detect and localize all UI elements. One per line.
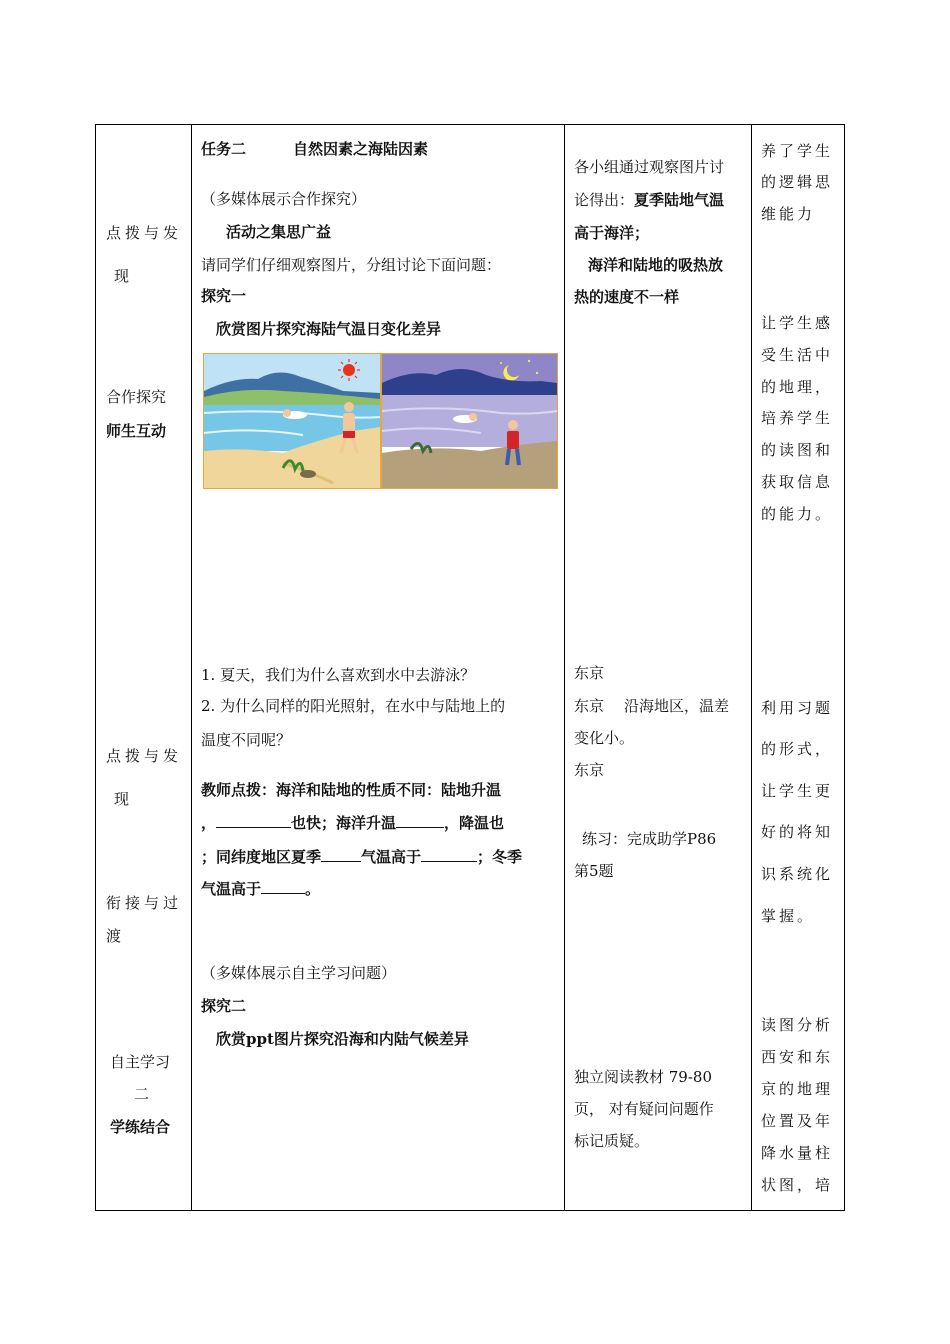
stage-label: 合作探究 <box>106 388 167 406</box>
column-divider <box>191 125 192 1210</box>
design-intent: 培养学生 <box>761 409 834 427</box>
student-activity <box>574 189 724 211</box>
task-title: 任务二 <box>201 140 247 158</box>
design-intent: 的地理， <box>761 378 834 396</box>
student-activity: 高于海洋； <box>574 224 650 242</box>
design-intent: 掌握。 <box>761 907 816 925</box>
explore-title: 欣赏ppt图片探究沿海和内陆气候差异 <box>216 1030 469 1048</box>
hint-text: 气温高于 <box>201 880 262 898</box>
design-intent: 的形式， <box>761 740 834 758</box>
answer-text: 沿海地区，温差 <box>624 697 730 715</box>
teacher-hint-line3 <box>201 846 522 868</box>
reading-task: 标记质疑。 <box>574 1132 650 1150</box>
media-note: （多媒体展示自主学习问题） <box>201 964 397 982</box>
design-intent: 的逻辑思 <box>761 173 834 191</box>
student-activity: 各小组通过观察图片讨 <box>574 158 725 176</box>
teacher-hint: 教师点拨：海洋和陆地的性质不同：陆地升温 <box>201 781 502 799</box>
stage-label: 学练结合 <box>110 1118 171 1136</box>
stage-label: 渡 <box>106 927 122 945</box>
blank-line <box>396 813 444 828</box>
question-2-cont: 温度不同呢？ <box>201 731 292 749</box>
day-beach-scene <box>203 353 381 489</box>
student-activity: 热的速度不一样 <box>574 288 680 306</box>
blank-line <box>216 813 291 828</box>
design-intent: 让学生更 <box>761 782 834 800</box>
hint-text: ；同纬度地区夏季 <box>201 848 322 866</box>
design-intent: 养了学生 <box>761 142 834 160</box>
exercise-note: 练习：完成助学P86 <box>582 830 717 848</box>
design-intent: 识系统化 <box>761 865 834 883</box>
design-intent: 获取信息 <box>761 473 834 491</box>
stage-label: 现 <box>114 790 130 808</box>
hint-text: ， <box>201 814 217 832</box>
explore-heading: 探究一 <box>201 287 247 305</box>
hint-text: ；冬季 <box>477 848 523 866</box>
design-intent: 读图分析 <box>761 1016 834 1034</box>
exercise-note: 第5题 <box>574 862 614 880</box>
blank-line <box>321 847 361 862</box>
student-answer: 东京 <box>574 761 605 779</box>
design-intent: 的读图和 <box>761 441 834 459</box>
design-intent: 的能力。 <box>761 505 834 523</box>
design-intent: 状图，培 <box>761 1176 834 1194</box>
design-intent: 降水量柱 <box>761 1144 834 1162</box>
stage-label: 现 <box>114 267 130 285</box>
stage-label: 师生互动 <box>106 422 167 440</box>
hint-text: 。 <box>305 880 321 898</box>
blank-line <box>261 879 305 894</box>
explore-title: 欣赏图片探究海陆气温日变化差异 <box>216 320 442 338</box>
column-divider <box>751 125 752 1210</box>
student-answer: 东京 <box>574 664 605 682</box>
reading-task: 页， 对有疑问问题作 <box>574 1100 714 1118</box>
teacher-hint-line4 <box>201 878 320 900</box>
design-intent: 让学生感 <box>761 314 834 332</box>
instruction-text: 请同学们仔细观察图片，分组讨论下面问题： <box>201 256 502 274</box>
reading-task: 独立阅读教材 79-80 <box>574 1068 713 1086</box>
hint-text: ，降温也 <box>444 814 505 832</box>
activity-title: 活动之集思广益 <box>226 223 332 241</box>
blank-line <box>421 847 477 862</box>
night-beach-scene <box>381 353 558 489</box>
activity-conclusion: 夏季陆地气温 <box>634 191 725 209</box>
activity-text: 论得出： <box>574 191 635 209</box>
design-intent: 受生活中 <box>761 346 834 364</box>
stage-label: 点拨与发 <box>106 224 183 242</box>
stage-label: 自主学习 <box>110 1053 171 1071</box>
answer-text: 东京 <box>574 697 605 715</box>
design-intent: 好的将知 <box>761 823 834 841</box>
design-intent: 京的地理 <box>761 1080 834 1098</box>
teacher-hint-line2 <box>201 812 504 834</box>
design-intent: 西安和东 <box>761 1048 834 1066</box>
student-activity: 海洋和陆地的吸热放 <box>588 256 724 274</box>
media-note: （多媒体展示合作探究） <box>201 190 367 208</box>
column-divider <box>564 125 565 1210</box>
question-1: 1. 夏天，我们为什么喜欢到水中去游泳？ <box>201 666 476 684</box>
hint-text: 气温高于 <box>361 848 422 866</box>
question-2: 2. 为什么同样的阳光照射，在水中与陆地上的 <box>201 697 506 715</box>
explore-heading: 探究二 <box>201 997 247 1015</box>
design-intent: 维能力 <box>761 205 816 223</box>
stage-label: 二 <box>134 1085 150 1103</box>
design-intent: 利用习题 <box>761 699 834 717</box>
task-name: 自然因素之海陆因素 <box>293 140 429 158</box>
design-intent: 位置及年 <box>761 1112 834 1130</box>
hint-text: 也快；海洋升温 <box>291 814 397 832</box>
student-answer: 变化小。 <box>574 729 635 747</box>
stage-label: 衔接与过 <box>106 894 183 912</box>
stage-label: 点拨与发 <box>106 747 183 765</box>
student-answer <box>574 695 729 717</box>
